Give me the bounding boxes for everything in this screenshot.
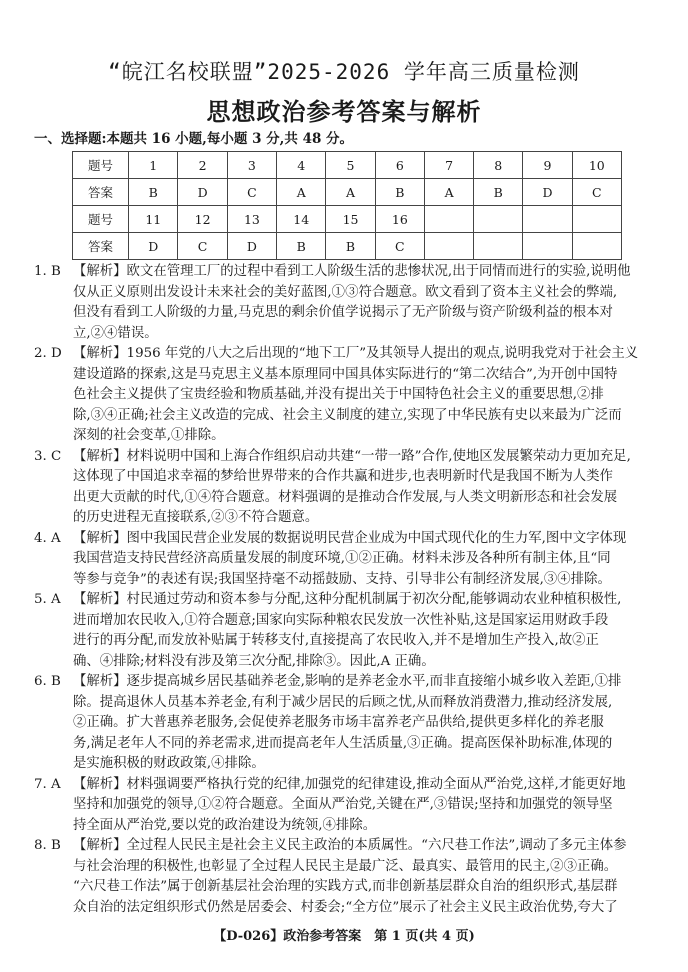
table-cell: 3 — [227, 152, 276, 179]
table-cell: B — [375, 179, 424, 206]
table-cell: 2 — [178, 152, 227, 179]
table-cell: D — [178, 179, 227, 206]
table-cell: 1 — [129, 152, 178, 179]
explanation-line: 【解析】村民通过劳动和资本参与分配,这种分配机制属于初次分配,能够调动农业种植积极性, — [73, 592, 622, 607]
table-cell: 16 — [375, 206, 424, 233]
explanation-line: 等参与竞争”的表述有误;我国坚持毫不动摇鼓励、支持、引导非公有制经济发展,③④排除。 — [73, 571, 611, 587]
answer-explanation — [0, 344, 688, 447]
question-number: 6. B — [34, 674, 61, 689]
explanation-line: 持全面从严治党,要以党的政治建设为统领,④排除。 — [73, 817, 377, 833]
section-heading: 一、选择题:本题共 16 小题,每小题 3 分,共 48 分。 — [34, 131, 354, 147]
table-cell — [424, 233, 473, 260]
table-row — [73, 152, 622, 179]
question-number: 3. C — [34, 448, 62, 464]
explanation-line: 的历史进程无直接联系,②③不符合题意。 — [73, 510, 319, 525]
answer-explanation — [0, 590, 688, 672]
table-cell: B — [326, 233, 375, 260]
question-number: 2. D — [34, 346, 62, 361]
table-cell: C — [178, 233, 227, 260]
explanation-line: ②正确。扩大普惠养老服务,会促使养老服务市场丰富养老产品供给,提供更多样化的养老服 — [73, 715, 604, 730]
question-number: 8. B — [34, 838, 61, 853]
page-footer: 【D-026】政治参考答案 第 1 页(共 4 页) — [213, 929, 475, 944]
table-cell: D — [129, 233, 178, 260]
table-cell: C — [375, 233, 424, 260]
table-cell: 10 — [572, 152, 621, 179]
row-header-cell: 答案 — [73, 179, 129, 206]
explanation-line: 与社会治理的积极性,也彰显了全过程人民民主是最广泛、最真实、最管用的民主,②③正确。 — [73, 858, 618, 874]
explanation-line: 坚持和加强党的领导,①②符合题意。全面从严治党,关键在严,③错误;坚持和加强党的领导坚 — [73, 797, 613, 812]
explanation-line: “六尺巷工作法”属于创新基层社会治理的实践方式,而非创新基层群众自治的组织形式,基层群 — [73, 879, 618, 894]
table-cell: D — [523, 179, 572, 206]
table-cell: 8 — [474, 152, 523, 179]
row-header-cell: 题号 — [73, 206, 129, 233]
table-cell: 6 — [375, 152, 424, 179]
explanation-line: 色社会主义提供了宝贵经验和物质基础,并没有提出关于中国特色社会主义的重要思想,②排 — [73, 387, 604, 402]
explanation-line: 进行的再分配,而发放补贴属于转移支付,直接提高了农民收入,并不是增加生产投入,故②正 — [73, 633, 599, 648]
table-cell — [572, 233, 621, 260]
table-cell: 11 — [129, 206, 178, 233]
table-cell: 14 — [277, 206, 326, 233]
table-cell — [474, 206, 523, 233]
answer-explanation — [0, 775, 688, 837]
table-cell: 5 — [326, 152, 375, 179]
explanation-line: 众自治的法定组织形式仍然是居委会、村委会;“全方位”展示了社会主义民主政治优势,夸大了 — [73, 899, 618, 915]
table-cell: 4 — [277, 152, 326, 179]
explanation-line: 是实施积极的财政政策,④排除。 — [73, 756, 265, 771]
table-cell — [424, 206, 473, 233]
answer-explanation — [0, 836, 688, 918]
table-row — [73, 179, 622, 206]
table-cell: C — [227, 179, 276, 206]
explanations — [0, 262, 688, 918]
row-header-cell: 答案 — [73, 233, 129, 260]
table-cell: 7 — [424, 152, 473, 179]
exam-title: “皖江名校联盟”2025-2026 学年高三质量检测 — [108, 60, 580, 84]
explanation-line: 我国营造支持民营经济高质量发展的制度环境,①②正确。材料未涉及各种所有制主体,且“同 — [73, 551, 611, 566]
explanation-line: 深刻的社会变革,①排除。 — [73, 428, 225, 443]
table-cell: B — [474, 179, 523, 206]
table-cell: A — [277, 179, 326, 206]
table-cell: B — [129, 179, 178, 206]
answer-explanation — [0, 672, 688, 775]
content-flow — [0, 262, 688, 946]
answer-explanation — [0, 529, 688, 591]
question-number: 4. A — [34, 530, 61, 546]
table-cell: A — [326, 179, 375, 206]
answer-explanation — [0, 447, 688, 529]
explanation-line: 但没有看到工人阶级的力量,马克思的剩余价值学说揭示了无产阶级与资产阶级利益的根本对 — [73, 305, 613, 320]
question-number: 1. B — [34, 264, 61, 279]
explanation-line: 【解析】欧文在管理工厂的过程中看到工人阶级生活的悲惨状况,出于同情而进行的实验,说明他 — [73, 264, 631, 279]
table-cell: D — [227, 233, 276, 260]
explanation-line: 除,③④正确;社会主义改造的完成、社会主义制度的建立,实现了中华民族有史以来最为广泛而 — [73, 407, 622, 423]
table-row — [73, 206, 622, 233]
explanation-line: 【解析】全过程人民民主是社会主义民主政治的本质属性。“六尺巷工作法”,调动了多元主体参 — [73, 838, 627, 853]
table-cell: B — [277, 233, 326, 260]
explanation-line: 立,②④错误。 — [73, 325, 158, 341]
table-cell: 15 — [326, 206, 375, 233]
explanation-line: 仅从正义原则出发设计未来社会的美好蓝图,①③符合题意。欧文看到了资本主义社会的弊端, — [73, 284, 618, 300]
table-cell — [523, 233, 572, 260]
table-cell: A — [424, 179, 473, 206]
question-number: 5. A — [34, 592, 61, 607]
table-cell — [572, 206, 621, 233]
explanation-line: 【解析】材料说明中国和上海合作组织启动共建“一带一路”合作,使地区发展繁荣动力更加充足, — [73, 448, 631, 464]
explanation-line: 进而增加农民收入,①符合题意;国家向实际种粮农民发放一次性补贴,这是国家运用财政手段 — [73, 612, 609, 628]
table-cell: 13 — [227, 206, 276, 233]
table-cell — [474, 233, 523, 260]
explanation-line: 务,满足老年人不同的养老需求,进而提高老年人生活质量,③正确。提高医保补助标准,体现的 — [73, 735, 613, 751]
explanation-line: 建设道路的探索,这是马克思主义基本原理同中国具体实际进行的“第二次结合”,为开创中国特 — [73, 366, 618, 382]
table-cell: C — [572, 179, 621, 206]
explanation-line: 这体现了中国追求幸福的梦给世界带来的合作共赢和进步,也表明新时代是我国不断为人类作 — [73, 469, 613, 484]
answer-explanation — [0, 262, 688, 344]
table-row — [73, 233, 622, 260]
explanation-line: 【解析】逐步提高城乡居民基础养老金,影响的是养老金水平,而非直接缩小城乡收入差距,①排 — [73, 674, 622, 689]
explanation-line: 【解析】1956 年党的八大之后出现的“地下工厂”及其领导人提出的观点,说明我党对于社会主义 — [73, 346, 639, 361]
explanation-line: 【解析】材料强调要严格执行党的纪律,加强党的纪律建设,推动全面从严治党,这样,才能更好地 — [73, 776, 626, 792]
question-number: 7. A — [34, 776, 61, 792]
explanation-line: 除。提高退休人员基本养老金,有利于减少居民的后顾之忧,从而释放消费潜力,推动经济发展, — [73, 694, 613, 710]
table-cell — [523, 206, 572, 233]
answer-table — [72, 151, 622, 260]
table-cell: 9 — [523, 152, 572, 179]
row-header-cell: 题号 — [73, 152, 129, 179]
table-cell: 12 — [178, 206, 227, 233]
explanation-line: 确、④排除;材料没有涉及第三次分配,排除③。因此,A 正确。 — [73, 653, 435, 669]
document-subtitle: 思想政治参考答案与解析 — [206, 97, 482, 126]
explanation-line: 出更大贡献的时代,①④符合题意。材料强调的是推动合作发展,与人类文明新形态和社会发展 — [73, 489, 618, 505]
explanation-line: 【解析】图中我国民营企业发展的数据说明民营企业成为中国式现代化的生力军,图中文字体现 — [73, 530, 627, 546]
